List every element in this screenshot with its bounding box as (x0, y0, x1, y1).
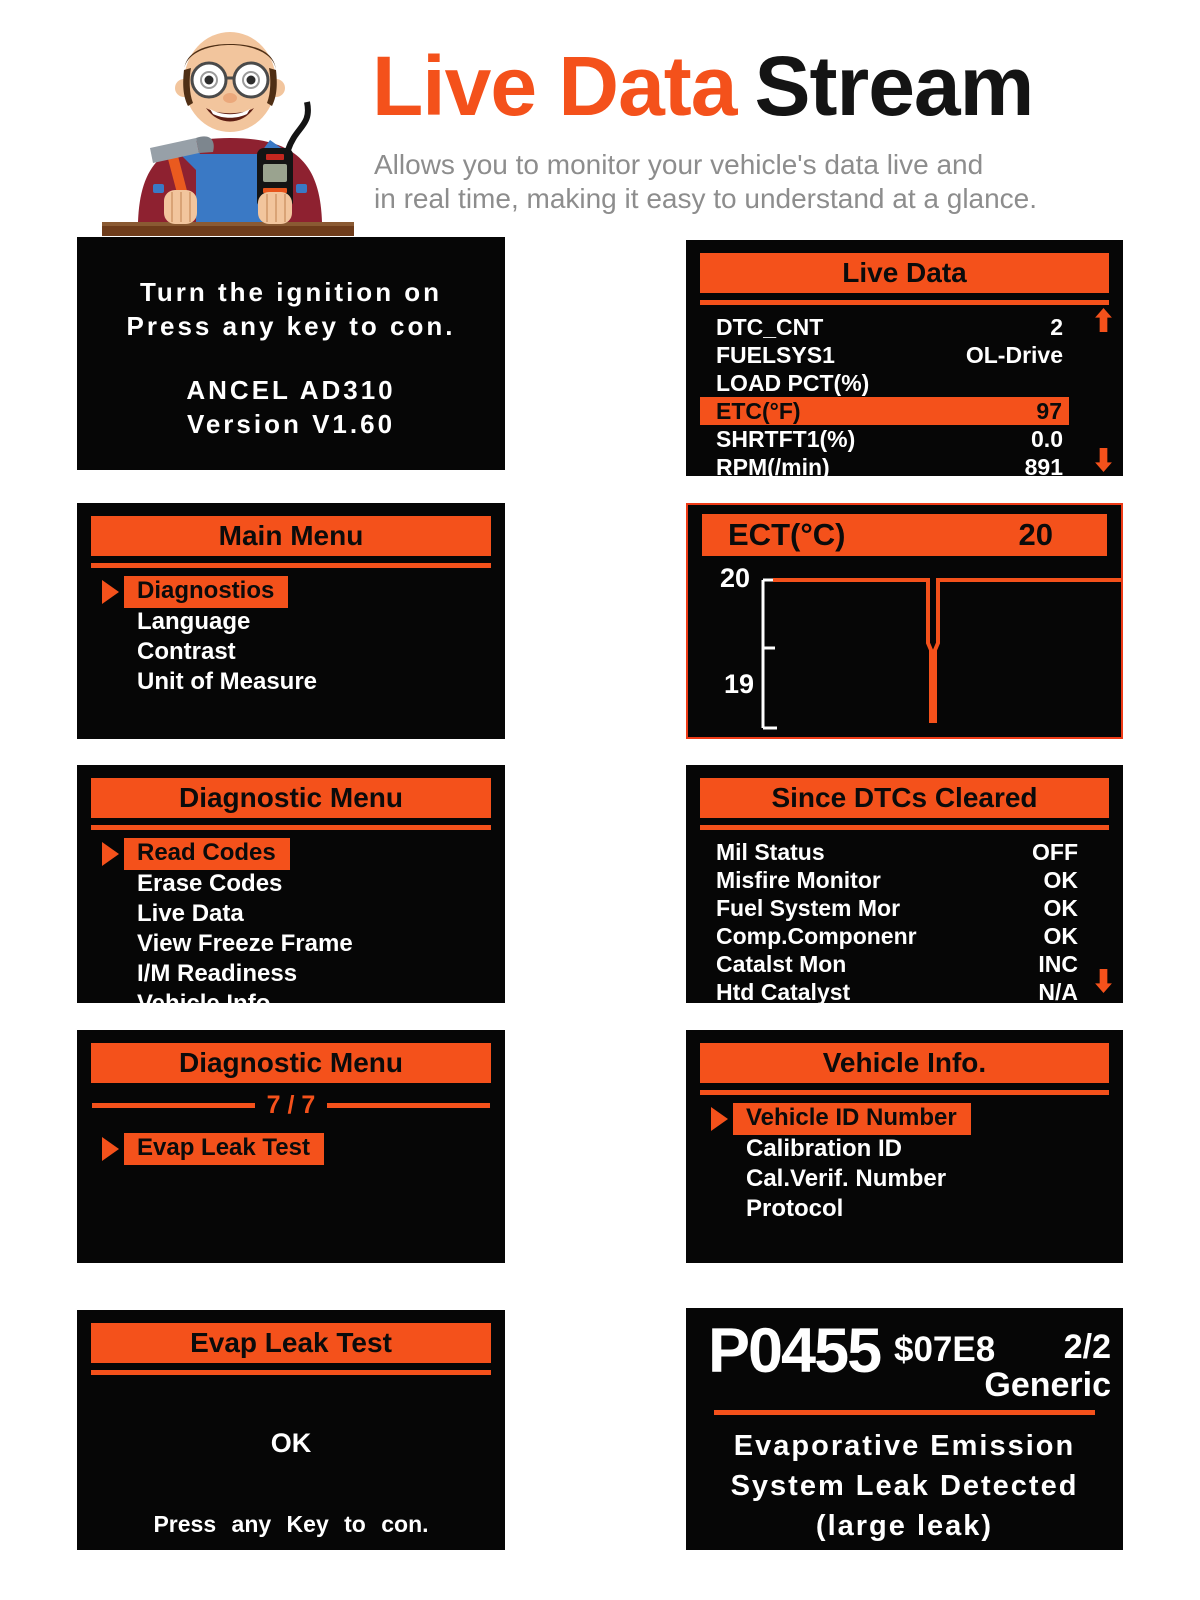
monitor-label: Catalst Mon (716, 950, 847, 977)
menu-item-im-readiness[interactable] (77, 959, 505, 989)
pid-label: LOAD PCT(%) (716, 369, 870, 396)
selection-cursor-icon (711, 1107, 728, 1131)
live-data-row-load-pct[interactable] (686, 369, 1123, 397)
screen-diagnostic-menu-page7 (77, 1030, 505, 1263)
pid-value: 2 (1050, 313, 1063, 340)
live-data-row-fuelsys1[interactable] (686, 341, 1123, 369)
pid-value: 0.0 (1031, 425, 1063, 452)
monitor-row-catalyst-mon[interactable] (686, 950, 1123, 978)
menu-item-label: Diagnostios (124, 576, 288, 608)
graph-current-value: 20 (1018, 517, 1053, 552)
pid-value: 891 (1024, 453, 1063, 480)
dtc-description-line: (large leak) (815, 1510, 994, 1542)
menu-item-unit-of-measure[interactable] (77, 667, 505, 697)
screen-header: Live Data (700, 253, 1109, 293)
monitor-row-htd-catalyst[interactable] (686, 978, 1123, 1006)
pid-value: 97 (1036, 397, 1062, 424)
ignition-message (77, 275, 505, 343)
monitor-label: Misfire Monitor (716, 866, 881, 893)
monitor-label: Fuel System Mor (716, 894, 901, 921)
live-data-list (686, 313, 1123, 481)
monitor-value: OK (1043, 866, 1078, 893)
device-model: ANCEL AD310 (186, 375, 396, 405)
menu-item-label: Live Data (137, 900, 244, 927)
monitor-row-fuel-system[interactable] (686, 894, 1123, 922)
screen-dtc-result (686, 1308, 1123, 1550)
monitor-value: N/A (1038, 978, 1078, 1005)
scroll-down-icon[interactable] (1095, 448, 1112, 472)
monitor-status-list (686, 838, 1123, 1006)
header-divider (91, 1370, 491, 1375)
header-divider (700, 300, 1109, 305)
menu-item-protocol[interactable] (686, 1194, 1123, 1224)
screen-evap-leak-test (77, 1310, 505, 1550)
menu-item-label: Read Codes (124, 838, 290, 870)
screen-main-menu (77, 503, 505, 739)
pid-label: RPM(/min) (716, 453, 830, 480)
main-menu-list (77, 577, 505, 697)
screen-header: Diagnostic Menu (91, 1043, 491, 1083)
device-version (77, 373, 505, 441)
menu-item-evap-leak-test[interactable] (77, 1134, 505, 1164)
screen-diagnostic-menu (77, 765, 505, 1017)
mechanic-illustration (100, 8, 360, 240)
subtitle-line: in real time, making it easy to understand at a glance. (374, 183, 1038, 214)
scroll-down-icon[interactable] (1095, 969, 1112, 993)
screen-ect-graph (686, 503, 1123, 739)
ignition-line2: Press any key to con. (126, 311, 456, 341)
screen-since-dtcs-cleared (686, 765, 1123, 1003)
monitor-row-comp-component[interactable] (686, 922, 1123, 950)
live-data-row-rpm[interactable] (686, 453, 1123, 481)
selection-cursor-icon (102, 1137, 119, 1161)
indicator-line-left (92, 1103, 255, 1108)
menu-item-label: Vehicle ID Number (733, 1103, 971, 1135)
selection-cursor-icon (102, 580, 119, 604)
dtc-type: Generic (984, 1366, 1111, 1404)
menu-item-label: View Freeze Frame (137, 930, 353, 957)
ecu-address: $07E8 (894, 1330, 996, 1369)
header-divider (91, 563, 491, 568)
monitor-label: Htd Catalyst (716, 978, 851, 1005)
live-data-row-shrtft1[interactable] (686, 425, 1123, 453)
header-divider (700, 825, 1109, 830)
menu-item-cal-verif-number[interactable] (686, 1164, 1123, 1194)
y-tick-20: 20 (720, 563, 751, 593)
menu-item-read-codes[interactable] (77, 839, 505, 869)
live-data-row-dtc-cnt[interactable] (686, 313, 1123, 341)
pid-label: FUELSYS1 (716, 341, 835, 368)
menu-item-label: Vehicle Info. (137, 990, 278, 1017)
dtc-description-line: Evaporative Emission (733, 1430, 1076, 1462)
menu-item-vehicle-info[interactable] (77, 989, 505, 1019)
device-firmware: Version V1.60 (186, 409, 396, 439)
dtc-index: 2/2 (1063, 1328, 1111, 1366)
menu-item-erase-codes[interactable] (77, 869, 505, 899)
pid-label: ETC(°F) (716, 397, 801, 424)
menu-item-diagnostics[interactable] (77, 577, 505, 607)
diagnostic-menu-list (77, 839, 505, 1019)
monitor-value: OK (1043, 922, 1078, 949)
menu-item-label: Unit of Measure (137, 668, 318, 695)
dtc-divider (714, 1410, 1095, 1415)
screen-header: Main Menu (91, 516, 491, 556)
header-divider (700, 1090, 1109, 1095)
menu-item-label: Language (137, 608, 251, 635)
screen-ignition (77, 237, 505, 470)
monitor-label: Comp.Componenr (716, 922, 917, 949)
pid-label: SHRTFT1(%) (716, 425, 856, 452)
live-data-row-etc[interactable] (700, 397, 1069, 425)
menu-item-label: Erase Codes (137, 870, 283, 897)
continue-hint: Press any Key to con. (153, 1511, 429, 1537)
subtitle-line: Allows you to monitor your vehicle's data live and (374, 149, 984, 180)
monitor-row-mil-status[interactable] (686, 838, 1123, 866)
page-subtitle (374, 148, 1037, 216)
menu-item-language[interactable] (77, 607, 505, 637)
scroll-up-icon[interactable] (1095, 308, 1112, 332)
dtc-code: P0455 (708, 1316, 881, 1386)
menu-item-label: Cal.Verif. Number (746, 1165, 947, 1192)
screen-vehicle-info (686, 1030, 1123, 1263)
pid-value: OL-Drive (965, 341, 1063, 368)
dtc-description (686, 1426, 1123, 1546)
menu-item-label: I/M Readiness (137, 960, 298, 987)
menu-item-label: Evap Leak Test (124, 1133, 324, 1165)
monitor-value: OK (1043, 894, 1078, 921)
page-indicator (92, 1091, 490, 1120)
screen-header: Vehicle Info. (700, 1043, 1109, 1083)
menu-list (77, 1134, 505, 1164)
indicator-line-right (327, 1103, 490, 1108)
screen-header: Evap Leak Test (91, 1323, 491, 1363)
y-tick-19: 19 (724, 669, 755, 699)
page-title (372, 39, 1034, 133)
page-title-black: Stream (754, 39, 1034, 133)
menu-item-contrast[interactable] (77, 637, 505, 667)
menu-item-label: Protocol (746, 1195, 844, 1222)
graph-header (702, 514, 1107, 556)
screen-header: Diagnostic Menu (91, 778, 491, 818)
screen-live-data (686, 240, 1123, 480)
menu-item-vehicle-id-number[interactable] (686, 1104, 1123, 1134)
menu-item-label: Calibration ID (746, 1135, 903, 1162)
menu-item-live-data[interactable] (77, 899, 505, 929)
monitor-value: OFF (1032, 838, 1078, 865)
ignition-line1: Turn the ignition on (139, 277, 443, 307)
header-divider (91, 825, 491, 830)
menu-item-label: Contrast (137, 638, 236, 665)
screen-header: Since DTCs Cleared (700, 778, 1109, 818)
test-result: OK (270, 1428, 312, 1458)
monitor-label: Mil Status (716, 838, 825, 865)
monitor-value: INC (1038, 950, 1078, 977)
dtc-description-line: System Leak Detected (730, 1470, 1079, 1502)
menu-item-calibration-id[interactable] (686, 1134, 1123, 1164)
vehicle-info-list (686, 1104, 1123, 1224)
page-number: 7 / 7 (266, 1091, 316, 1119)
graph-title: ECT(°C) (728, 517, 846, 552)
menu-item-view-freeze-frame[interactable] (77, 929, 505, 959)
selection-cursor-icon (102, 842, 119, 866)
monitor-row-misfire[interactable] (686, 866, 1123, 894)
page-title-orange: Live Data (372, 39, 737, 133)
pid-label: DTC_CNT (716, 313, 824, 340)
dtc-meta (984, 1328, 1111, 1404)
